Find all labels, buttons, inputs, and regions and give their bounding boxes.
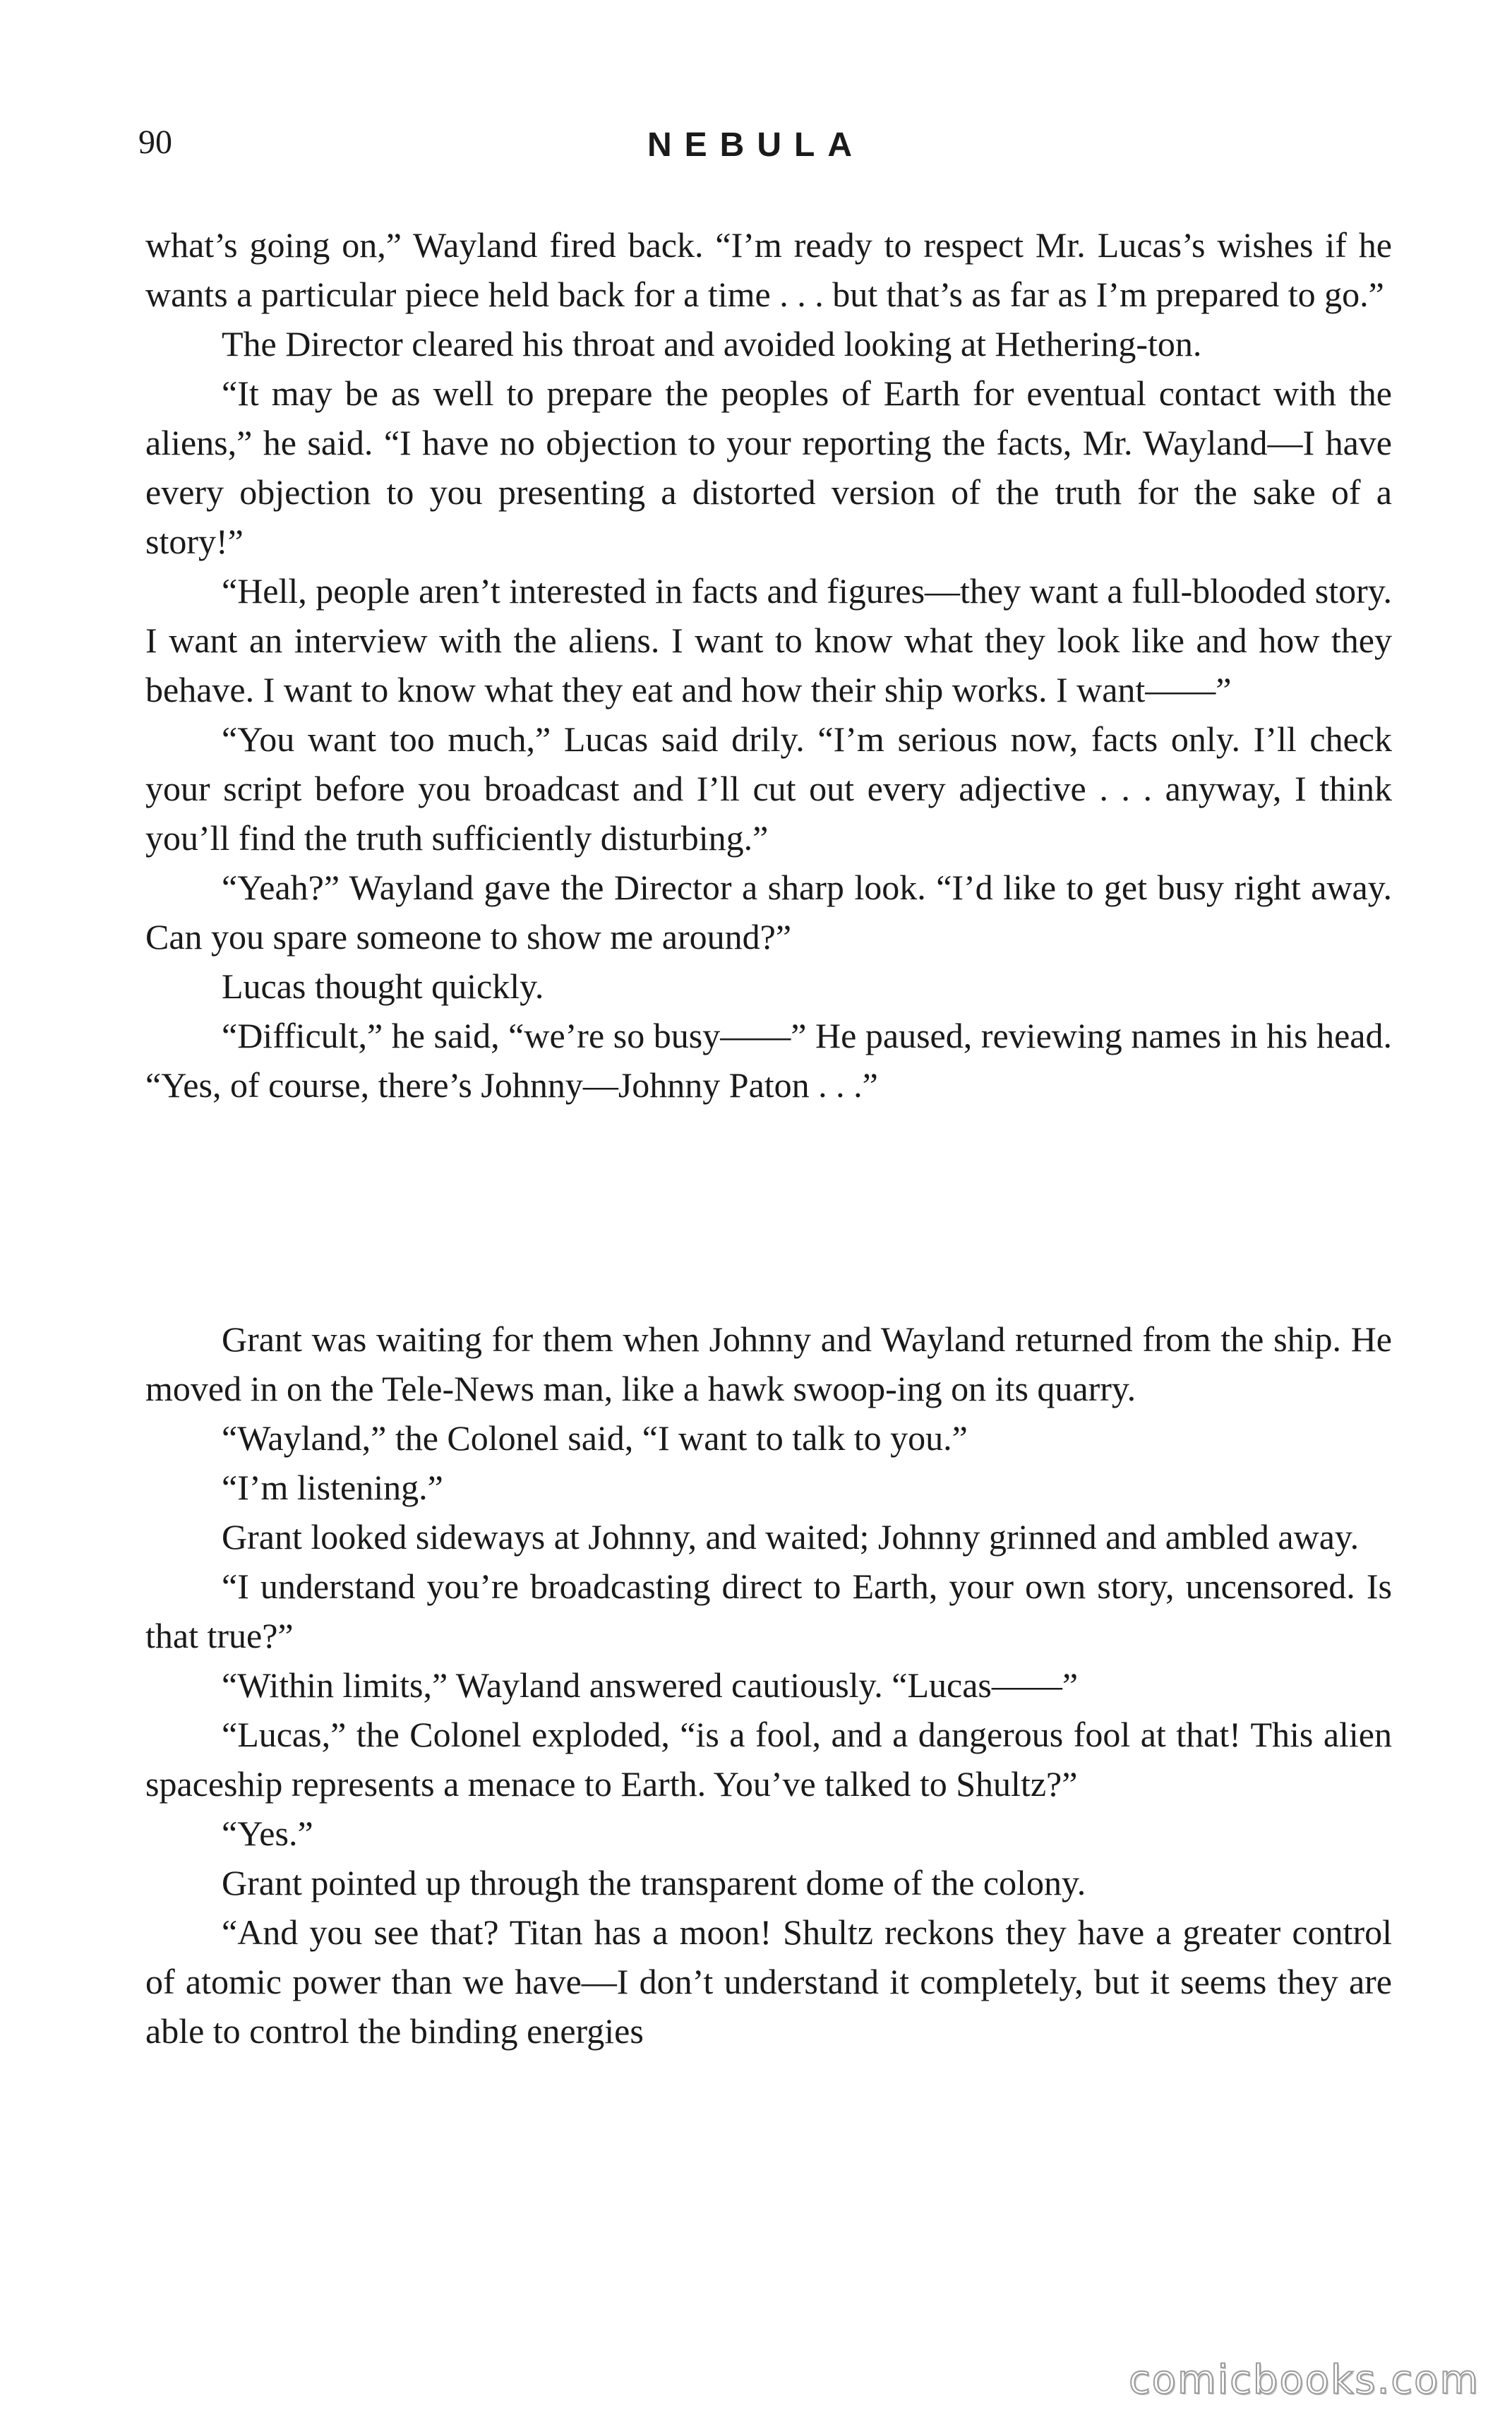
paragraph: “I’m listening.” <box>222 1468 443 1507</box>
paragraph: “You want too much,” Lucas said drily. “I’m serious now, facts only. I’ll check your script before you broadcast and I’ll cut out every adjective . . . anyway, I think you’ll find the truth sufficiently disturbing.” <box>145 719 1392 858</box>
paragraph: “I understand you’re broadcasting direct to Earth, your own story, uncensored. Is that true?” <box>145 1566 1392 1655</box>
paragraph: “Hell, people aren’t interested in facts and figures—they want a full-blooded story. I want an interview with the aliens. I want to know what they look like and how they behave. I want to know what they eat and how their ship works. I want——” <box>145 571 1392 709</box>
paragraph: “And you see that? Titan has a moon! Shultz reckons they have a greater control of atomic power than we have—I don’t understand it completely, but it seems they are able to control the binding energies <box>145 1912 1392 2051</box>
paragraph: what’s going on,” Wayland fired back. “I’m ready to respect Mr. Lucas’s wishes if he wants a particular piece held back for a time . . . but that’s as far as I’m prepared to go.” <box>145 225 1392 314</box>
running-title: NEBULA <box>647 126 865 164</box>
paragraph: The Director cleared his throat and avoided looking at Hethering-ton. <box>222 324 1202 364</box>
watermark: comicbooks.com <box>1128 2357 1480 2403</box>
page-number: 90 <box>138 124 172 161</box>
paragraph: Grant pointed up through the transparent dome of the colony. <box>222 1863 1086 1902</box>
paragraph: Grant looked sideways at Johnny, and waited; Johnny grinned and ambled away. <box>222 1517 1360 1557</box>
paragraph: “Lucas,” the Colonel exploded, “is a fool, and a dangerous fool at that! This alien spaceship represents a menace to Earth. You’ve talked to Shultz?” <box>145 1715 1392 1804</box>
paragraph: Grant was waiting for them when Johnny and Wayland returned from the ship. He moved in on the Tele-News man, like a hawk swoop-ing on its quarry. <box>145 1319 1392 1408</box>
paragraph: “Difficult,” he said, “we’re so busy——” He paused, reviewing names in his head. “Yes, of course, there’s Johnny—Johnny Paton . . .” <box>145 1016 1392 1105</box>
text-section-2 <box>145 1314 1392 2056</box>
paragraph: “Yes.” <box>222 1814 313 1853</box>
paragraph: “Wayland,” the Colonel said, “I want to talk to you.” <box>222 1418 968 1458</box>
paragraph: “It may be as well to prepare the peoples of Earth for eventual contact with the aliens,” he said. “I have no objection to your reporting the facts, Mr. Wayland—I have every objection to you presenting a distorted version of the truth for the sake of a story!” <box>145 373 1392 561</box>
paragraph: Lucas thought quickly. <box>222 966 544 1006</box>
paragraph: “Yeah?” Wayland gave the Director a sharp look. “I’d like to get busy right away. Can you spare someone to show me around?” <box>145 868 1392 957</box>
text-section-1 <box>145 220 1392 1110</box>
paragraph: “Within limits,” Wayland answered cautiously. “Lucas——” <box>222 1665 1079 1705</box>
